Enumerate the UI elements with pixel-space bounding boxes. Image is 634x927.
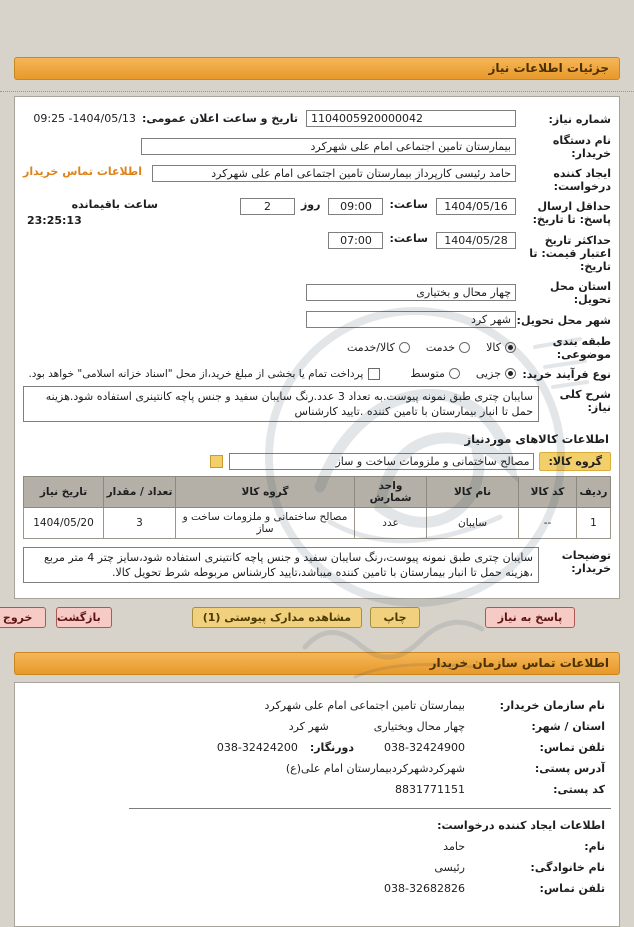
col-item-name: نام کالا	[427, 477, 519, 508]
buyer-notes-label: توضیحات خریدار:	[561, 549, 611, 575]
validity-hour-label: ساعت:	[389, 232, 428, 245]
exit-button[interactable]: خروج	[0, 607, 46, 628]
treasury-checkbox[interactable]	[368, 368, 380, 380]
goods-table-body	[24, 508, 611, 539]
deadline-hour-label: ساعت:	[389, 198, 428, 211]
phone-fax-row	[29, 741, 605, 754]
postal-row	[29, 783, 605, 796]
buyer-org-field[interactable]: بیمارستان تامین اجتماعی امام علی شهرکرد	[141, 138, 516, 155]
treasury-check-group	[28, 368, 380, 380]
last-name-label: نام خانوادگی:	[530, 861, 605, 874]
city-label: شهر محل تحویل:	[516, 314, 611, 327]
buyer-notes-row	[23, 547, 611, 583]
goods-table-head	[24, 477, 611, 508]
buyer-notes-field[interactable]: سایبان چتری طبق نمونه پیوست،رنگ سایبان سفید و جنس پاچه کانتینری استفاده شود،سایز چتر 4 متر مربع ،هزینه حمل تا انبار بیمارستان با تامین کننده میباشد،تایید کارشناس مربوطه شرط تحویل کالا.	[23, 547, 539, 583]
radio-selected-icon	[505, 368, 516, 379]
first-name-row	[29, 840, 605, 853]
buyer-contact-panel	[14, 682, 620, 927]
goods-table-header-row	[24, 477, 611, 508]
cell-unit: عدد	[355, 508, 427, 539]
goods-table	[23, 476, 611, 539]
announce-datetime-value: 1404/05/13- 09:25	[33, 112, 136, 125]
creator-label: ایجاد کننده درخواست:	[553, 167, 611, 193]
first-name-value: حامد	[443, 840, 465, 853]
province-city-label: استان / شهر:	[531, 720, 605, 733]
deadline-time-field[interactable]: 09:00	[328, 198, 383, 215]
radio-unselected-icon	[449, 368, 460, 379]
radio-selected-icon	[505, 342, 516, 353]
view-attachments-button[interactable]: مشاهده مدارک پیوستی (1)	[192, 607, 362, 628]
postal-value: 8831771151	[395, 783, 465, 796]
page-wrap	[0, 57, 634, 927]
treasury-text: پرداخت تمام یا بخشی از مبلغ خرید،از محل "اسناد خزانه اسلامی" خواهد بود.	[28, 367, 364, 380]
org-name-label: نام سازمان خریدار:	[499, 699, 605, 712]
validity-time-field[interactable]: 07:00	[328, 232, 383, 249]
section-header-buyer-contact: اطلاعات تماس سازمان خریدار	[14, 652, 620, 675]
creator-row	[23, 165, 611, 193]
need-number-field[interactable]: 1104005920000042	[306, 110, 516, 127]
creator-phone-row	[29, 882, 605, 895]
province-label: استان محل تحویل:	[550, 280, 611, 306]
action-buttons-row	[2, 607, 620, 628]
province-field[interactable]: چهار محال و بختیاری	[306, 284, 516, 301]
creator-info-header-row	[29, 819, 605, 832]
deadline-label: حداقل ارسال پاسخ: تا تاریخ:	[532, 200, 611, 226]
creator-phone-value: 038-32682826	[384, 882, 465, 895]
radio-goods-service-label: کالا/خدمت	[347, 340, 395, 354]
cell-item-name: سایبان	[427, 508, 519, 539]
radio-unselected-icon	[399, 342, 410, 353]
contact-province-value: چهار محال وبختیاری	[373, 720, 465, 733]
need-description-label: شرح کلی نیاز:	[559, 388, 611, 414]
phone-label: تلفن تماس:	[539, 741, 605, 754]
category-label: طبقه بندی موضوعی:	[552, 335, 611, 361]
procurement-need-page	[0, 57, 634, 924]
validity-date-field[interactable]: 1404/05/28	[436, 232, 516, 249]
org-name-row	[29, 699, 605, 712]
org-name-value: بیمارستان تامین اجتماعی امام علی شهرکرد	[264, 699, 465, 712]
purchase-process-label: نوع فرآیند خرید:	[522, 368, 611, 381]
need-description-row	[23, 386, 611, 422]
print-button[interactable]: چاپ	[370, 607, 420, 628]
contact-divider	[129, 808, 611, 809]
price-validity-row	[23, 232, 611, 273]
days-field[interactable]: 2	[240, 198, 295, 215]
contact-city-value: شهر کرد	[288, 720, 329, 733]
radio-medium-label: متوسط	[410, 367, 445, 380]
goods-group-row	[23, 452, 611, 471]
buyer-org-label: نام دستگاه خریدار:	[552, 134, 611, 160]
cell-group: مصالح ساختمانی و ملزومات ساخت و ساز	[176, 508, 355, 539]
cell-quantity: 3	[104, 508, 176, 539]
category-row	[23, 333, 611, 361]
remaining-time-label: ساعت باقیمانده	[71, 198, 158, 211]
deadline-row	[23, 198, 611, 227]
need-description-field[interactable]: سایبان چتری طبق نمونه پیوست.به تعداد 3 عدد.رنگ سایبان سفید و جنس پاچه کانتینری استفاده شود.هزینه حمل تا انبار بیمارستان با تامین کننده .تایید کارشناس	[23, 386, 539, 422]
postal-label: کد پستی:	[553, 783, 605, 796]
radio-medium[interactable]	[410, 367, 460, 380]
goods-group-label: گروه کالا:	[539, 452, 611, 471]
creator-info-header: اطلاعات ایجاد کننده درخواست:	[437, 819, 605, 832]
radio-unselected-icon	[459, 342, 470, 353]
goods-group-field[interactable]: مصالح ساختمانی و ملزومات ساخت و ساز	[229, 453, 534, 470]
price-validity-label: حداکثر تاریخ اعتبار قیمت: تا تاریخ:	[529, 234, 611, 273]
creator-field[interactable]: حامد رئیسی کارپرداز بیمارستان تامین اجتماعی امام علی شهرکرد	[152, 165, 516, 182]
need-number-row	[23, 110, 611, 127]
cell-row-index: 1	[577, 508, 611, 539]
remaining-time-block	[23, 198, 158, 227]
col-row-index: ردیف	[577, 477, 611, 508]
last-name-value: رئیسی	[434, 861, 465, 874]
city-row	[23, 311, 611, 328]
back-button[interactable]: بازگشت	[56, 607, 112, 628]
city-field[interactable]: شهر کرد	[306, 311, 516, 328]
radio-minor-label: جزیی	[475, 367, 501, 380]
radio-service-label: خدمت	[425, 340, 456, 354]
table-row[interactable]	[24, 508, 611, 539]
first-name-label: نام:	[584, 840, 605, 853]
province-city-row	[29, 720, 605, 733]
day-label: روز	[300, 198, 321, 211]
col-group: گروه کالا	[176, 477, 355, 508]
radio-service[interactable]	[426, 341, 470, 354]
deadline-date-field[interactable]: 1404/05/16	[436, 198, 516, 215]
need-number-label: شماره نیاز:	[548, 113, 611, 126]
announce-datetime-label: تاریخ و ساعت اعلان عمومی:	[141, 112, 298, 125]
cell-item-code: --	[519, 508, 577, 539]
cell-need-date: 1404/05/20	[24, 508, 104, 539]
reply-to-need-button[interactable]: پاسخ به نیاز	[485, 607, 575, 628]
fax-value: 038-32424200	[216, 741, 298, 754]
purchase-process-row	[23, 366, 611, 381]
province-row	[23, 278, 611, 306]
goods-section-title: اطلاعات کالاهای موردنیاز	[464, 432, 609, 446]
radio-goods[interactable]	[486, 341, 516, 354]
group-lookup-button[interactable]	[210, 455, 223, 468]
address-row	[29, 762, 605, 775]
radio-goods-label: کالا	[486, 340, 501, 354]
col-quantity: تعداد / مقدار	[104, 477, 176, 508]
top-dotted-divider	[0, 91, 634, 92]
need-details-panel	[14, 96, 620, 599]
remaining-time-value: 23:25:13	[27, 214, 82, 227]
col-item-code: کد کالا	[519, 477, 577, 508]
buyer-org-row	[23, 132, 611, 160]
creator-phone-label: تلفن تماس:	[539, 882, 605, 895]
address-label: آدرس پستی:	[534, 762, 605, 775]
last-name-row	[29, 861, 605, 874]
radio-goods-service[interactable]	[347, 341, 410, 354]
fax-label: دورنگار:	[309, 741, 355, 754]
section-header-need-details: جزئیات اطلاعات نیاز	[14, 57, 620, 80]
col-unit: واحد شمارش	[355, 477, 427, 508]
col-need-date: تاریخ نیاز	[24, 477, 104, 508]
phone-value: 038-32424900	[384, 741, 465, 754]
radio-minor[interactable]	[476, 367, 516, 380]
buyer-contact-link[interactable]: اطلاعات تماس خریدار	[23, 165, 143, 178]
address-value: شهرکردشهرکردبیمارستان امام علی(ع)	[285, 762, 465, 775]
